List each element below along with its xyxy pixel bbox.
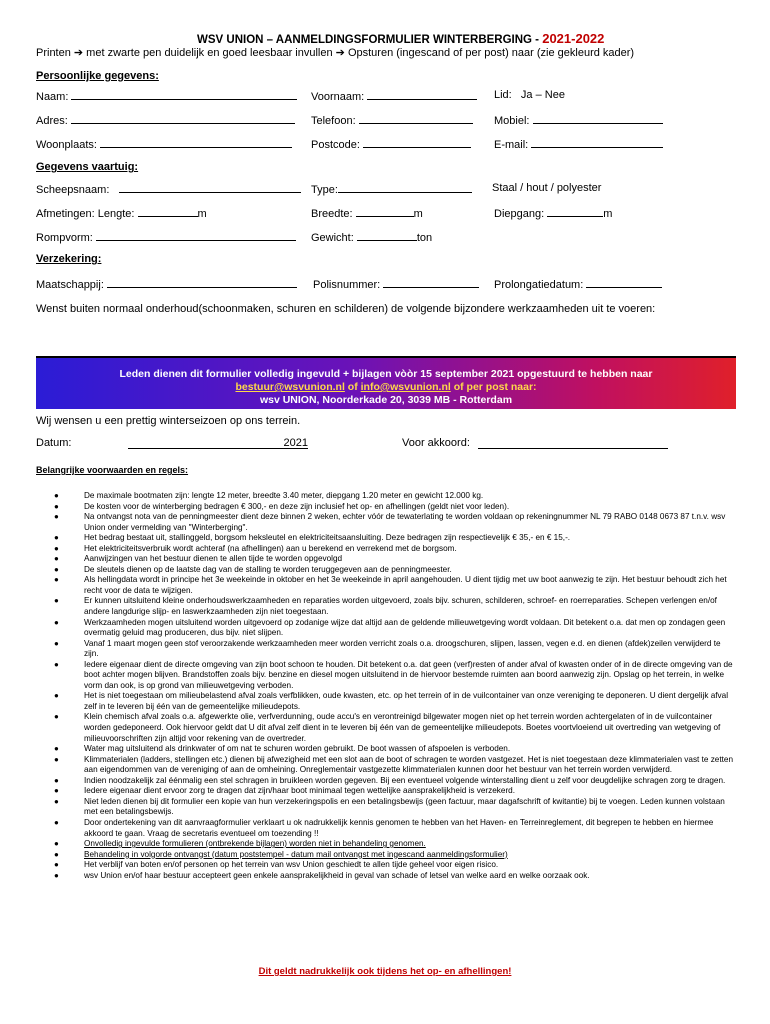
bullet: ● — [54, 554, 59, 564]
condition-item — [54, 786, 734, 797]
prolongatiedatum-line[interactable] — [586, 277, 662, 288]
signature-row — [36, 437, 736, 451]
breedte-line[interactable] — [356, 206, 414, 217]
condition-text: Het verblijf van boten en/of personen op het terrein van wsv Union geschiedt te allen tijde geheel voor eigen risico. — [84, 860, 499, 870]
type-label: Type: — [311, 184, 338, 196]
akkoord-line[interactable] — [478, 437, 668, 449]
datum-line[interactable] — [128, 437, 308, 449]
bullet: ● — [54, 575, 59, 585]
gewicht-label: Gewicht: — [311, 232, 354, 244]
condition-text: Werkzaamheden mogen uitsluitend worden uitgevoerd op zodanige wijze dat altijd aan de geldende milieuwetgeving wordt voldaan. Dit betekent o.a. dat men op zondagen geen overmatig geluid mag produceren, dus bijv. niet slijpen. — [84, 617, 726, 638]
gewicht-field[interactable] — [311, 230, 432, 244]
lid-options[interactable]: Ja – Nee — [520, 89, 565, 101]
condition-item — [54, 860, 734, 871]
telefoon-label: Telefoon: — [311, 115, 356, 127]
diepgang-unit: m — [603, 208, 613, 220]
lengte-field[interactable] — [36, 206, 207, 220]
condition-item — [54, 818, 734, 839]
condition-text: Klein chemisch afval zoals o.a. afgewerkte olie, verfverdunning, oude accu's en verontreinigd bilgewater mogen niet op het terrein worden achtergelaten of in de vuilcontainer worden gedeponeerd. Ook hiervoor geldt dat U dit afval zelf dient in te leveren bij één van de gemeentelijke milieudepots. Boetes voortvloeiend uit overtreding van wetgeving of milieuvoorschriften zijn altijd voor rekening van de overtreder. — [84, 712, 721, 743]
condition-item — [54, 839, 734, 850]
rompvorm-label: Rompvorm: — [36, 232, 93, 244]
rompvorm-line[interactable] — [96, 230, 296, 241]
condition-text: Klimmaterialen (ladders, stellingen etc.) dienen bij afwezigheid met een slot aan de boot of schragen te worden vastgezet. Het is niet toegestaan deze klimmaterialen vast te zetten aan eigendommen van de vereniging of aan de omheining. Onreglementair vastgezette klimmaterialen kunnen door het bestuur van het terrein worden verwijderd. — [84, 754, 733, 775]
diepgang-label: Diepgang: — [494, 208, 545, 220]
woonplaats-line[interactable] — [100, 137, 292, 148]
adres-field[interactable] — [36, 113, 295, 127]
afmetingen-label: Afmetingen: Lengte: — [36, 208, 135, 220]
naam-line[interactable] — [71, 89, 297, 100]
bullet: ● — [54, 754, 59, 764]
section-conditions: Belangrijke voorwaarden en regels: — [36, 465, 189, 475]
voornaam-line[interactable] — [367, 89, 477, 100]
condition-text: De maximale bootmaten zijn: lengte 12 meter, breedte 3.40 meter, diepgang 1.20 meter en gewicht 12.000 kg. — [84, 491, 484, 500]
banner-line2 — [36, 381, 736, 394]
diepgang-line[interactable] — [547, 206, 603, 217]
bullet: ● — [54, 786, 59, 796]
diepgang-field[interactable] — [494, 206, 612, 220]
type-line[interactable] — [338, 182, 472, 193]
bullet: ● — [54, 659, 59, 669]
condition-text: De kosten voor de winterberging bedragen € 300,- en deze zijn inclusief het op- en afhellingen (geldt niet voor leden). — [84, 501, 510, 511]
condition-item — [54, 596, 734, 617]
condition-text: Het elektriciteitsverbruik wordt achteraf (na afhellingen) aan u berekend en verrekend met de borgsom. — [84, 543, 457, 553]
bullet: ● — [54, 638, 59, 648]
condition-item — [54, 512, 734, 533]
condition-item — [54, 744, 734, 755]
bullet: ● — [54, 691, 59, 701]
condition-item — [54, 491, 734, 502]
email-info-link[interactable]: info@wsvunion.nl — [360, 381, 451, 393]
bullet: ● — [54, 512, 59, 522]
scheepsnaam-line[interactable] — [119, 182, 301, 193]
bullet: ● — [54, 744, 59, 754]
email-line[interactable] — [531, 137, 663, 148]
condition-item — [54, 776, 734, 787]
condition-item — [54, 565, 734, 576]
banner-address: wsv UNION, Noorderkade 20, 3039 MB - Rotterdam — [259, 394, 513, 406]
submission-banner — [36, 356, 736, 409]
breedte-label: Breedte: — [311, 208, 353, 220]
bullet: ● — [54, 596, 59, 606]
naam-label: Naam: — [36, 91, 69, 103]
condition-item — [54, 871, 734, 882]
conditions-list — [54, 491, 734, 881]
prolongatiedatum-label: Prolongatiedatum: — [494, 279, 584, 291]
adres-label: Adres: — [36, 115, 68, 127]
condition-item — [54, 712, 734, 744]
telefoon-line[interactable] — [359, 113, 473, 124]
condition-text: Door ondertekening van dit aanvraagformulier verklaart u ok nadrukkelijk kennis genomen te hebben van het Haven- en Terreinreglement, dit begrepen te hebben en hiermee akkoord te gaan. Vraag de secretaris eventueel om toezending !! — [84, 817, 714, 838]
woonplaats-field[interactable] — [36, 137, 292, 151]
polisnummer-label: Polisnummer: — [313, 279, 381, 291]
adres-line[interactable] — [71, 113, 295, 124]
type-field[interactable] — [311, 182, 472, 196]
rompvorm-field[interactable] — [36, 230, 296, 244]
bullet: ● — [54, 543, 59, 553]
condition-text: Het bedrag bestaat uit, stallinggeld, borgsom heksleutel en elektriciteitsaansluiting. Deze bedragen zijn respectievelijk € 35,- en € 15,-. — [84, 533, 571, 543]
condition-text: Behandeling in volgorde ontvangst (datum poststempel - datum mail ontvangst met ingescand aanmeldingsformulier) — [84, 849, 508, 859]
condition-item — [54, 850, 734, 861]
bullet: ● — [54, 796, 59, 806]
wish-text: Wij wensen u een prettig winterseizoen op ons terrein. — [36, 415, 301, 427]
maatschappij-field[interactable] — [36, 277, 297, 291]
bullet: ● — [54, 817, 59, 827]
polisnummer-field[interactable] — [313, 277, 479, 291]
material-options[interactable]: Staal / hout / polyester — [492, 182, 602, 194]
condition-text: Niet leden dienen bij dit formulier een kopie van hun verzekeringspolis en een betalingsbewijs (geen factuur, maar dagafschrift of kwitantie) bij te voegen. Leden kunnen volstaan met een betalingsbewijs. — [84, 796, 725, 817]
bullet: ● — [54, 870, 59, 880]
form-title — [197, 31, 604, 46]
condition-item — [54, 660, 734, 692]
gewicht-unit: ton — [416, 232, 433, 244]
scheepsnaam-label: Scheepsnaam: — [36, 184, 110, 196]
bullet: ● — [54, 501, 59, 511]
postcode-label: Postcode: — [311, 139, 360, 151]
bullet: ● — [54, 617, 59, 627]
condition-text: Aanwijzingen van het bestuur dienen te allen tijde te worden opgevolgd — [84, 554, 343, 564]
bullet: ● — [54, 839, 59, 849]
form-title-text: WSV UNION – AANMELDINGSFORMULIER WINTERBERGING - — [197, 34, 543, 46]
bullet: ● — [54, 775, 59, 785]
woonplaats-label: Woonplaats: — [36, 139, 97, 151]
gewicht-line[interactable] — [357, 230, 417, 241]
banner-line1: Leden dienen dit formulier volledig ingevuld + bijlagen vòòr 15 september 2021 opgestuurd te hebben naar — [119, 368, 653, 380]
condition-text: Vanaf 1 maart mogen geen stof veroorzakende werkzaamheden meer worden verricht zoals o.a. droogschuren, slijpen, lassen, vegen e.d. en dienen (afdek)zeilen verwijderd te zijn. — [84, 638, 721, 659]
email-bestuur-link[interactable]: bestuur@wsvunion.nl — [235, 381, 345, 393]
condition-text: De sleutels dienen op de laatste dag van de stalling te worden teruggegeven aan de penningmeester. — [84, 564, 452, 574]
condition-item — [54, 618, 734, 639]
condition-item — [54, 755, 734, 776]
mobiel-field[interactable] — [494, 113, 663, 127]
condition-text: Het is niet toegestaan om milieubelastend afval zoals verfblikken, oude kwasten, etc. op het terrein of in de vuilcontainer van onze vereniging te deponeren. U dient dergelijk afval zelf in te leveren bij één van de gemeentelijke milieudepots. — [84, 691, 729, 711]
section-personal: Persoonlijke gegevens: — [36, 70, 159, 82]
bullet: ● — [54, 712, 59, 722]
breedte-unit: m — [413, 208, 423, 220]
postcode-field[interactable] — [311, 137, 471, 151]
lid-field[interactable] — [494, 89, 565, 101]
condition-text: Er kunnen uitsluitend kleine onderhoudswerkzaamheden en reparaties worden uitgevoerd, zoals bijv. schuren, schilderen, schroef- en roerreparaties. Schepen verlengen en/of andere langdurige slijp- en laswerkzaamheden zijn niet toegestaan. — [84, 596, 717, 617]
prolongatiedatum-field[interactable] — [494, 277, 662, 291]
bullet: ● — [54, 491, 59, 500]
lengte-unit: m — [197, 208, 207, 220]
akkoord-label: Voor akkoord: — [402, 437, 470, 449]
voornaam-field[interactable] — [311, 89, 477, 103]
condition-item — [54, 544, 734, 555]
condition-text: Water mag uitsluitend als drinkwater of om nat te schuren worden gebruikt. De boot wassen of afspoelen is verboden. — [84, 744, 511, 754]
bullet: ● — [54, 849, 59, 859]
condition-text: Indien noodzakelijk zal éénmalig een stel schragen in bruikleen worden gegeven. Bij een eventueel volgende winterstalling dient u zelf voor deugdelijke schragen zorg te dragen. — [84, 775, 726, 785]
mobiel-label: Mobiel: — [494, 115, 530, 127]
datum-year: 2021 — [283, 437, 308, 449]
banner-post: of per post naar: — [450, 381, 537, 393]
condition-text: Onvolledig ingevulde formulieren (ontbrekende bijlagen) worden niet in behandeling genomen. — [84, 839, 426, 849]
bullet: ● — [54, 860, 59, 870]
condition-item — [54, 691, 734, 712]
condition-item — [54, 533, 734, 544]
maintenance-text: Wenst buiten normaal onderhoud(schoonmaken, schuren en schilderen) de volgende bijzondere werkzaamheden uit te voeren: — [36, 303, 656, 315]
condition-item — [54, 554, 734, 565]
breedte-field[interactable] — [311, 206, 423, 220]
polisnummer-line[interactable] — [383, 277, 479, 288]
footer-note: Dit geldt nadrukkelijk ook tijdens het op- en afhellingen! — [258, 966, 512, 977]
condition-item — [54, 575, 734, 596]
condition-item — [54, 502, 734, 513]
condition-item — [54, 797, 734, 818]
mobiel-line[interactable] — [533, 113, 663, 124]
maatschappij-label: Maatschappij: — [36, 279, 104, 291]
bullet: ● — [54, 564, 59, 574]
naam-field[interactable] — [36, 89, 297, 103]
condition-text: Iedere eigenaar dient ervoor zorg te dragen dat zijn/haar boot minimaal tegen wettelijke aansprakelijkheid is verzekerd. — [84, 786, 515, 796]
condition-text: Iedere eigenaar dient de directe omgeving van zijn boot schoon te houden. Dit betekent o.a. dat geen (verf)resten of ander afval of kwasten onder of in de directe omgeving van de boot achter mogen blijven. Brandstoffen zoals bijv. benzine en diesel mogen uitsluitend in de hiervoor bestemde ruimten aan boord aanwezig zijn. Opslag op het terrein, in welke vorm dan ook, is op grond van milieuwetgeving verboden. — [84, 659, 733, 690]
condition-text: Als hellingdata wordt in principe het 3e weekeinde in oktober en het 3e weekeinde in april aangehouden. U dient tijdig met uw boot aanwezig te zijn. Het bestuur behoudt zich het recht voor de data te wijzigen. — [84, 575, 727, 595]
email-field[interactable] — [494, 137, 663, 151]
banner-of: of — [344, 381, 361, 393]
condition-text: Na ontvangst nota van de penningmeester dient deze binnen 2 weken, echter vóór de tewaterlating te worden voldaan op rekeningnummer NL 79 RABO 0148 0673 87 t.n.v. wsv Union onder vermelding van "Winterberging". — [84, 512, 726, 532]
lid-label: Lid: — [494, 89, 512, 101]
voornaam-label: Voornaam: — [311, 91, 365, 103]
maatschappij-line[interactable] — [107, 277, 297, 288]
instructions: Printen ➔ met zwarte pen duidelijk en goed leesbaar invullen ➔ Opsturen (ingescand of per post) naar (zie gekleurd kader) — [36, 47, 635, 59]
section-vessel: Gegevens vaartuig: — [36, 161, 139, 173]
scheepsnaam-field[interactable] — [36, 182, 301, 196]
lengte-line[interactable] — [138, 206, 198, 217]
postcode-line[interactable] — [363, 137, 471, 148]
email-label: E-mail: — [494, 139, 529, 151]
form-year: 2021-2022 — [542, 31, 605, 46]
bullet: ● — [54, 533, 59, 543]
telefoon-field[interactable] — [311, 113, 473, 127]
datum-label: Datum: — [36, 437, 72, 449]
section-insurance: Verzekering: — [36, 253, 102, 265]
condition-item — [54, 639, 734, 660]
condition-text: wsv Union en/of haar bestuur accepteert geen enkele aansprakelijkheid in geval van schade of letsel van welke aard en welke oorzaak ook. — [84, 870, 590, 880]
